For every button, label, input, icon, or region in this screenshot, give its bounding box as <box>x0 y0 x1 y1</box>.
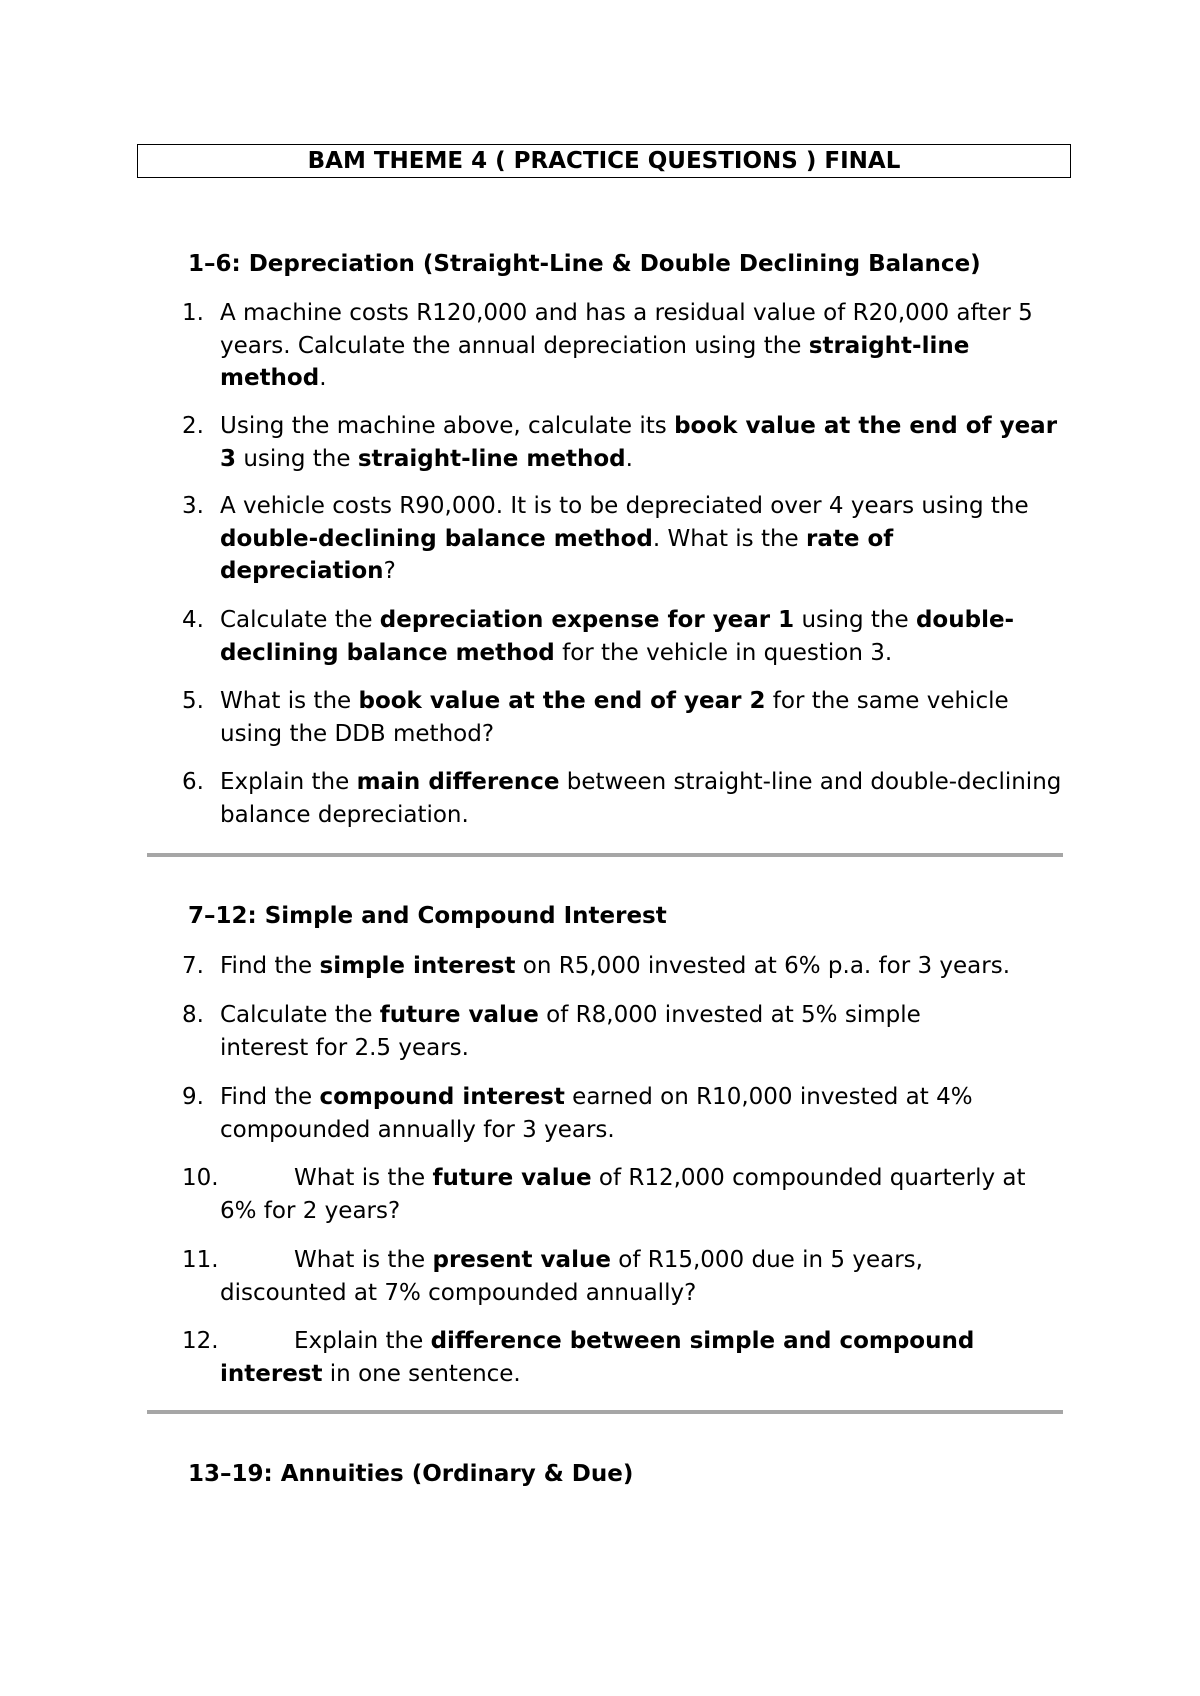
section-heading-depreciation: 1–6: Depreciation (Straight-Line & Double Declining Balance) <box>188 251 981 277</box>
question-11: 11. What is the present value of R15,000 due in 5 years, discounted at 7% compounded annually? <box>182 1247 923 1306</box>
section-divider <box>147 1410 1063 1414</box>
question-12: 12. Explain the difference between simple and compound interest in one sentence. <box>182 1328 975 1387</box>
section-heading-annuities: 13–19: Annuities (Ordinary & Due) <box>188 1461 634 1487</box>
question-4: 4. Calculate the depreciation expense for year 1 using the double-declining balance method for the vehicle in question 3. <box>182 607 1015 666</box>
question-3: 3. A vehicle costs R90,000. It is to be depreciated over 4 years using the double-declining balance method. What is the rate of depreciation? <box>182 493 1029 584</box>
section-divider <box>147 853 1063 857</box>
question-8: 8. Calculate the future value of R8,000 invested at 5% simple interest for 2.5 years. <box>182 1002 921 1061</box>
question-6: 6. Explain the main difference between straight-line and double-declining balance depreciation. <box>182 769 1062 828</box>
question-5: 5. What is the book value at the end of year 2 for the same vehicle using the DDB method? <box>182 688 1009 747</box>
question-7: 7. Find the simple interest on R5,000 invested at 6% p.a. for 3 years. <box>182 953 1011 979</box>
question-10: 10. What is the future value of R12,000 compounded quarterly at 6% for 2 years? <box>182 1165 1026 1224</box>
question-9: 9. Find the compound interest earned on R10,000 invested at 4% compounded annually for 3 years. <box>182 1084 973 1143</box>
question-2: 2. Using the machine above, calculate its book value at the end of year 3 using the straight-line method. <box>182 413 1058 472</box>
section-heading-interest: 7–12: Simple and Compound Interest <box>188 903 667 929</box>
document-title: BAM THEME 4 ( PRACTICE QUESTIONS ) FINAL <box>137 144 1071 178</box>
question-1: 1. A machine costs R120,000 and has a residual value of R20,000 after 5 years. Calculate the annual depreciation using the straight-line method. <box>182 300 1033 391</box>
